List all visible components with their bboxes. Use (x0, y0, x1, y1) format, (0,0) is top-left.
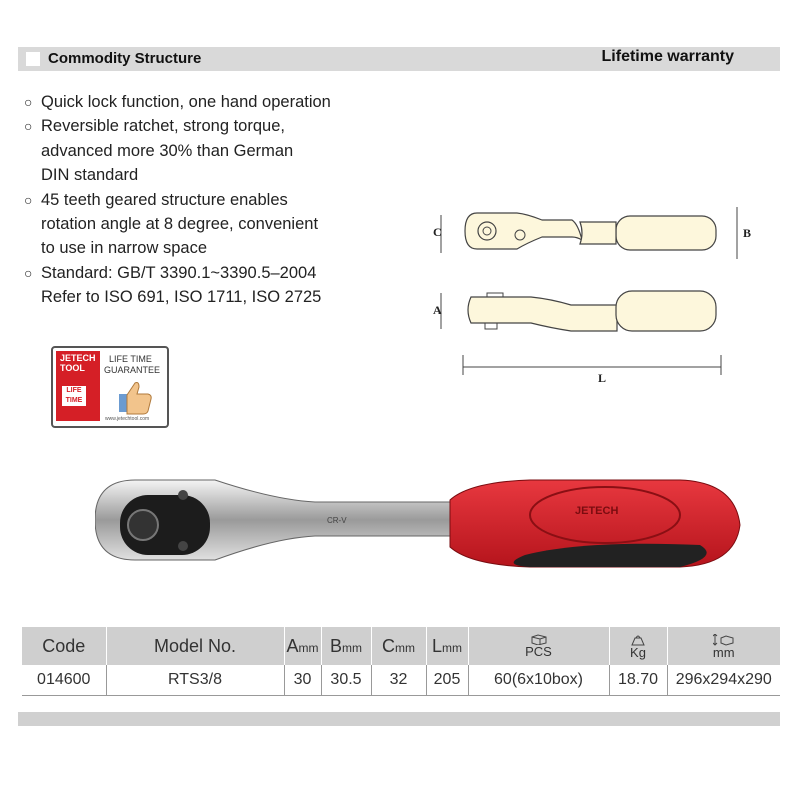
feature-text: Standard: GB/T 3390.1~3390.5–2004 Refer to ISO 691, ISO 1711, ISO 2725 (41, 263, 322, 307)
specs-header-row (22, 627, 780, 665)
lifetime-guarantee-badge (51, 346, 169, 428)
header-l: Lmm (426, 627, 468, 665)
feature-item (24, 188, 424, 261)
badge-line2: GUARANTEE (104, 365, 161, 375)
lifetime-warranty-label: Lifetime warranty (601, 48, 734, 65)
cell-size: 296x294x290 (667, 665, 780, 696)
feature-item (24, 261, 424, 310)
jetech-logo: JETECH TOOL (60, 353, 96, 373)
specs-table (22, 627, 780, 696)
header-title: Commodity Structure (48, 50, 202, 67)
dimension-label-b: B (743, 226, 752, 240)
shaft-marking: CR-V (327, 516, 347, 525)
side-view-wrench (468, 291, 716, 331)
cell-model: RTS3/8 (106, 665, 284, 696)
feature-list (24, 90, 424, 310)
circle-bullet-icon: ○ (24, 191, 33, 208)
top-view-wrench (465, 213, 716, 250)
feature-item (24, 90, 424, 114)
feature-text: Quick lock function, one hand operation (41, 93, 331, 111)
header-square-icon (26, 52, 40, 66)
thumbs-up-icon (115, 378, 155, 416)
badge-lifetime-stamp: LIFE TIME (62, 386, 86, 406)
badge-red-panel (56, 351, 100, 421)
dimension-drawing (425, 195, 765, 390)
feature-text: Reversible ratchet, strong torque, advanced more 30% than German DIN standard (41, 117, 294, 185)
badge-url: www.jetechtool.com (105, 416, 150, 422)
cell-pcs: 60(6x10box) (468, 665, 609, 696)
feature-item (24, 114, 424, 187)
weight-icon (631, 634, 645, 646)
header-a: Amm (284, 627, 321, 665)
cell-c: 32 (371, 665, 426, 696)
dimension-label-a: A (433, 303, 442, 317)
grip-brand-mark: JETECH (575, 505, 619, 517)
circle-bullet-icon: ○ (24, 118, 33, 135)
dimension-label-l: L (598, 371, 607, 385)
header-code: Code (22, 627, 106, 665)
circle-bullet-icon: ○ (24, 94, 33, 110)
cell-kg: 18.70 (609, 665, 667, 696)
footer-bar (18, 712, 780, 726)
cell-b: 30.5 (321, 665, 371, 696)
cell-code: 014600 (22, 665, 106, 696)
badge-line1: LIFE TIME (109, 354, 152, 364)
feature-text: 45 teeth geared structure enables rotation angle at 8 degree, convenient to use in narrow space (41, 190, 319, 258)
dimension-label-c: C (433, 225, 442, 239)
header-kg: Kg (609, 627, 667, 665)
header-c: Cmm (371, 627, 426, 665)
header-model: Model No. (106, 627, 284, 665)
header-b: Bmm (321, 627, 371, 665)
dimension-box-icon (713, 634, 735, 646)
ratchet-wrench-photo (95, 470, 750, 580)
header-size: mm (667, 627, 780, 665)
cell-a: 30 (284, 665, 321, 696)
header-bar (18, 47, 780, 71)
header-pcs: PCS (468, 627, 609, 665)
cell-l: 205 (426, 665, 468, 696)
table-row (22, 665, 780, 696)
circle-bullet-icon: ○ (24, 264, 33, 281)
